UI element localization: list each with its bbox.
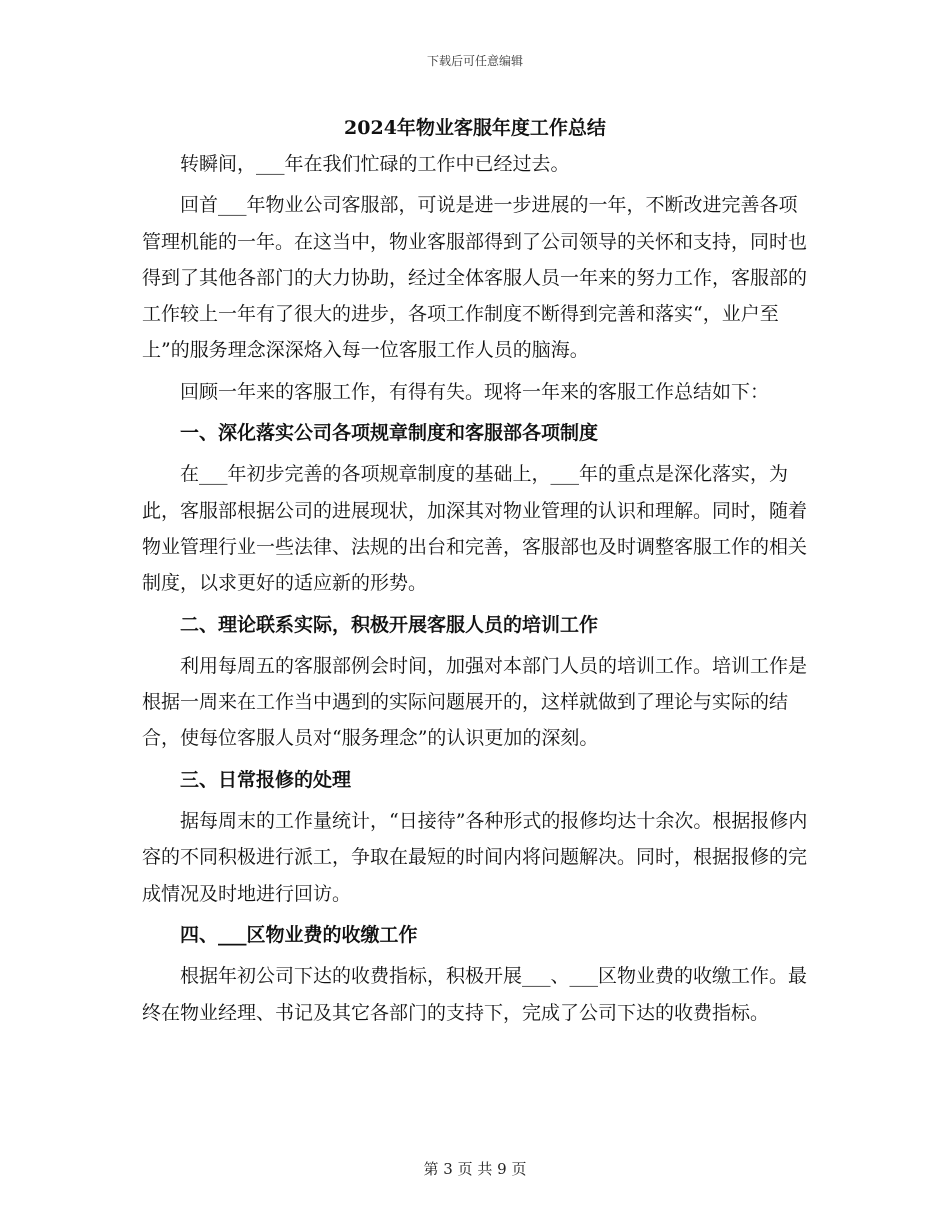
- document-title: 2024年物业客服年度工作总结: [344, 117, 606, 139]
- paragraph-1: 转瞬间，___年在我们忙碌的工作中已经过去。: [180, 153, 570, 175]
- section-heading-4: 四、___区物业费的收缴工作: [180, 923, 418, 946]
- document-body: [142, 112, 808, 1036]
- section-heading-1: 一、深化落实公司各项规章制度和客服部各项制度: [180, 422, 599, 445]
- paragraph-2: 回首___年物业公司客服部，可说是进一步进展的一年，不断改进完善各项管理机能的一年。在这当中，物业客服部得到了公司领导的关怀和支持，同时也得到了其他各部门的大力协助，经过全体客服人员一年来的努力工作，客服部的工作较上一年有了很大的进步，各项工作制度不断得到完善和落实“，业户至上”的服务理念深深烙入每一位客服工作人员的脑海。: [142, 194, 808, 362]
- section-heading-3: 三、日常报修的处理: [180, 768, 352, 791]
- section-heading-2: 二、理论联系实际，积极开展客服人员的培训工作: [180, 613, 599, 636]
- paragraph-3: 回顾一年来的客服工作，有得有失。现将一年来的客服工作总结如下：: [180, 380, 770, 403]
- paragraph-6: 据每周末的工作量统计，“日接待”各种形式的报修均达十余次。根据报修内容的不同积极进行派工，争取在最短的时间内将问题解决。同时，根据报修的完成情况及时地进行回访。: [142, 810, 808, 905]
- paragraph-7: 根据年初公司下达的收费指标，积极开展___、___区物业费的收缴工作。最终在物业经理、书记及其它各部门的支持下，完成了公司下达的收费指标。: [142, 965, 808, 1024]
- paragraph-5: 利用每周五的客服部例会时间，加强对本部门人员的培训工作。培训工作是根据一周来在工作当中遇到的实际问题展开的，这样就做到了理论与实际的结合，使每位客服人员对“服务理念”的认识更加的深刻。: [142, 654, 808, 750]
- page-footer: 第 3 页 共 9 页: [423, 1160, 527, 1178]
- page-header: 下载后可任意编辑: [426, 54, 523, 68]
- paragraph-4: 在___年初步完善的各项规章制度的基础上，___年的重点是深化落实，为此，客服部根据公司的进展现状，加深其对物业管理的认识和理解。同时，随着物业管理行业一些法律、法规的出台和完善，客服部也及时调整客服工作的相关制度，以求更好的适应新的形势。: [142, 463, 808, 595]
